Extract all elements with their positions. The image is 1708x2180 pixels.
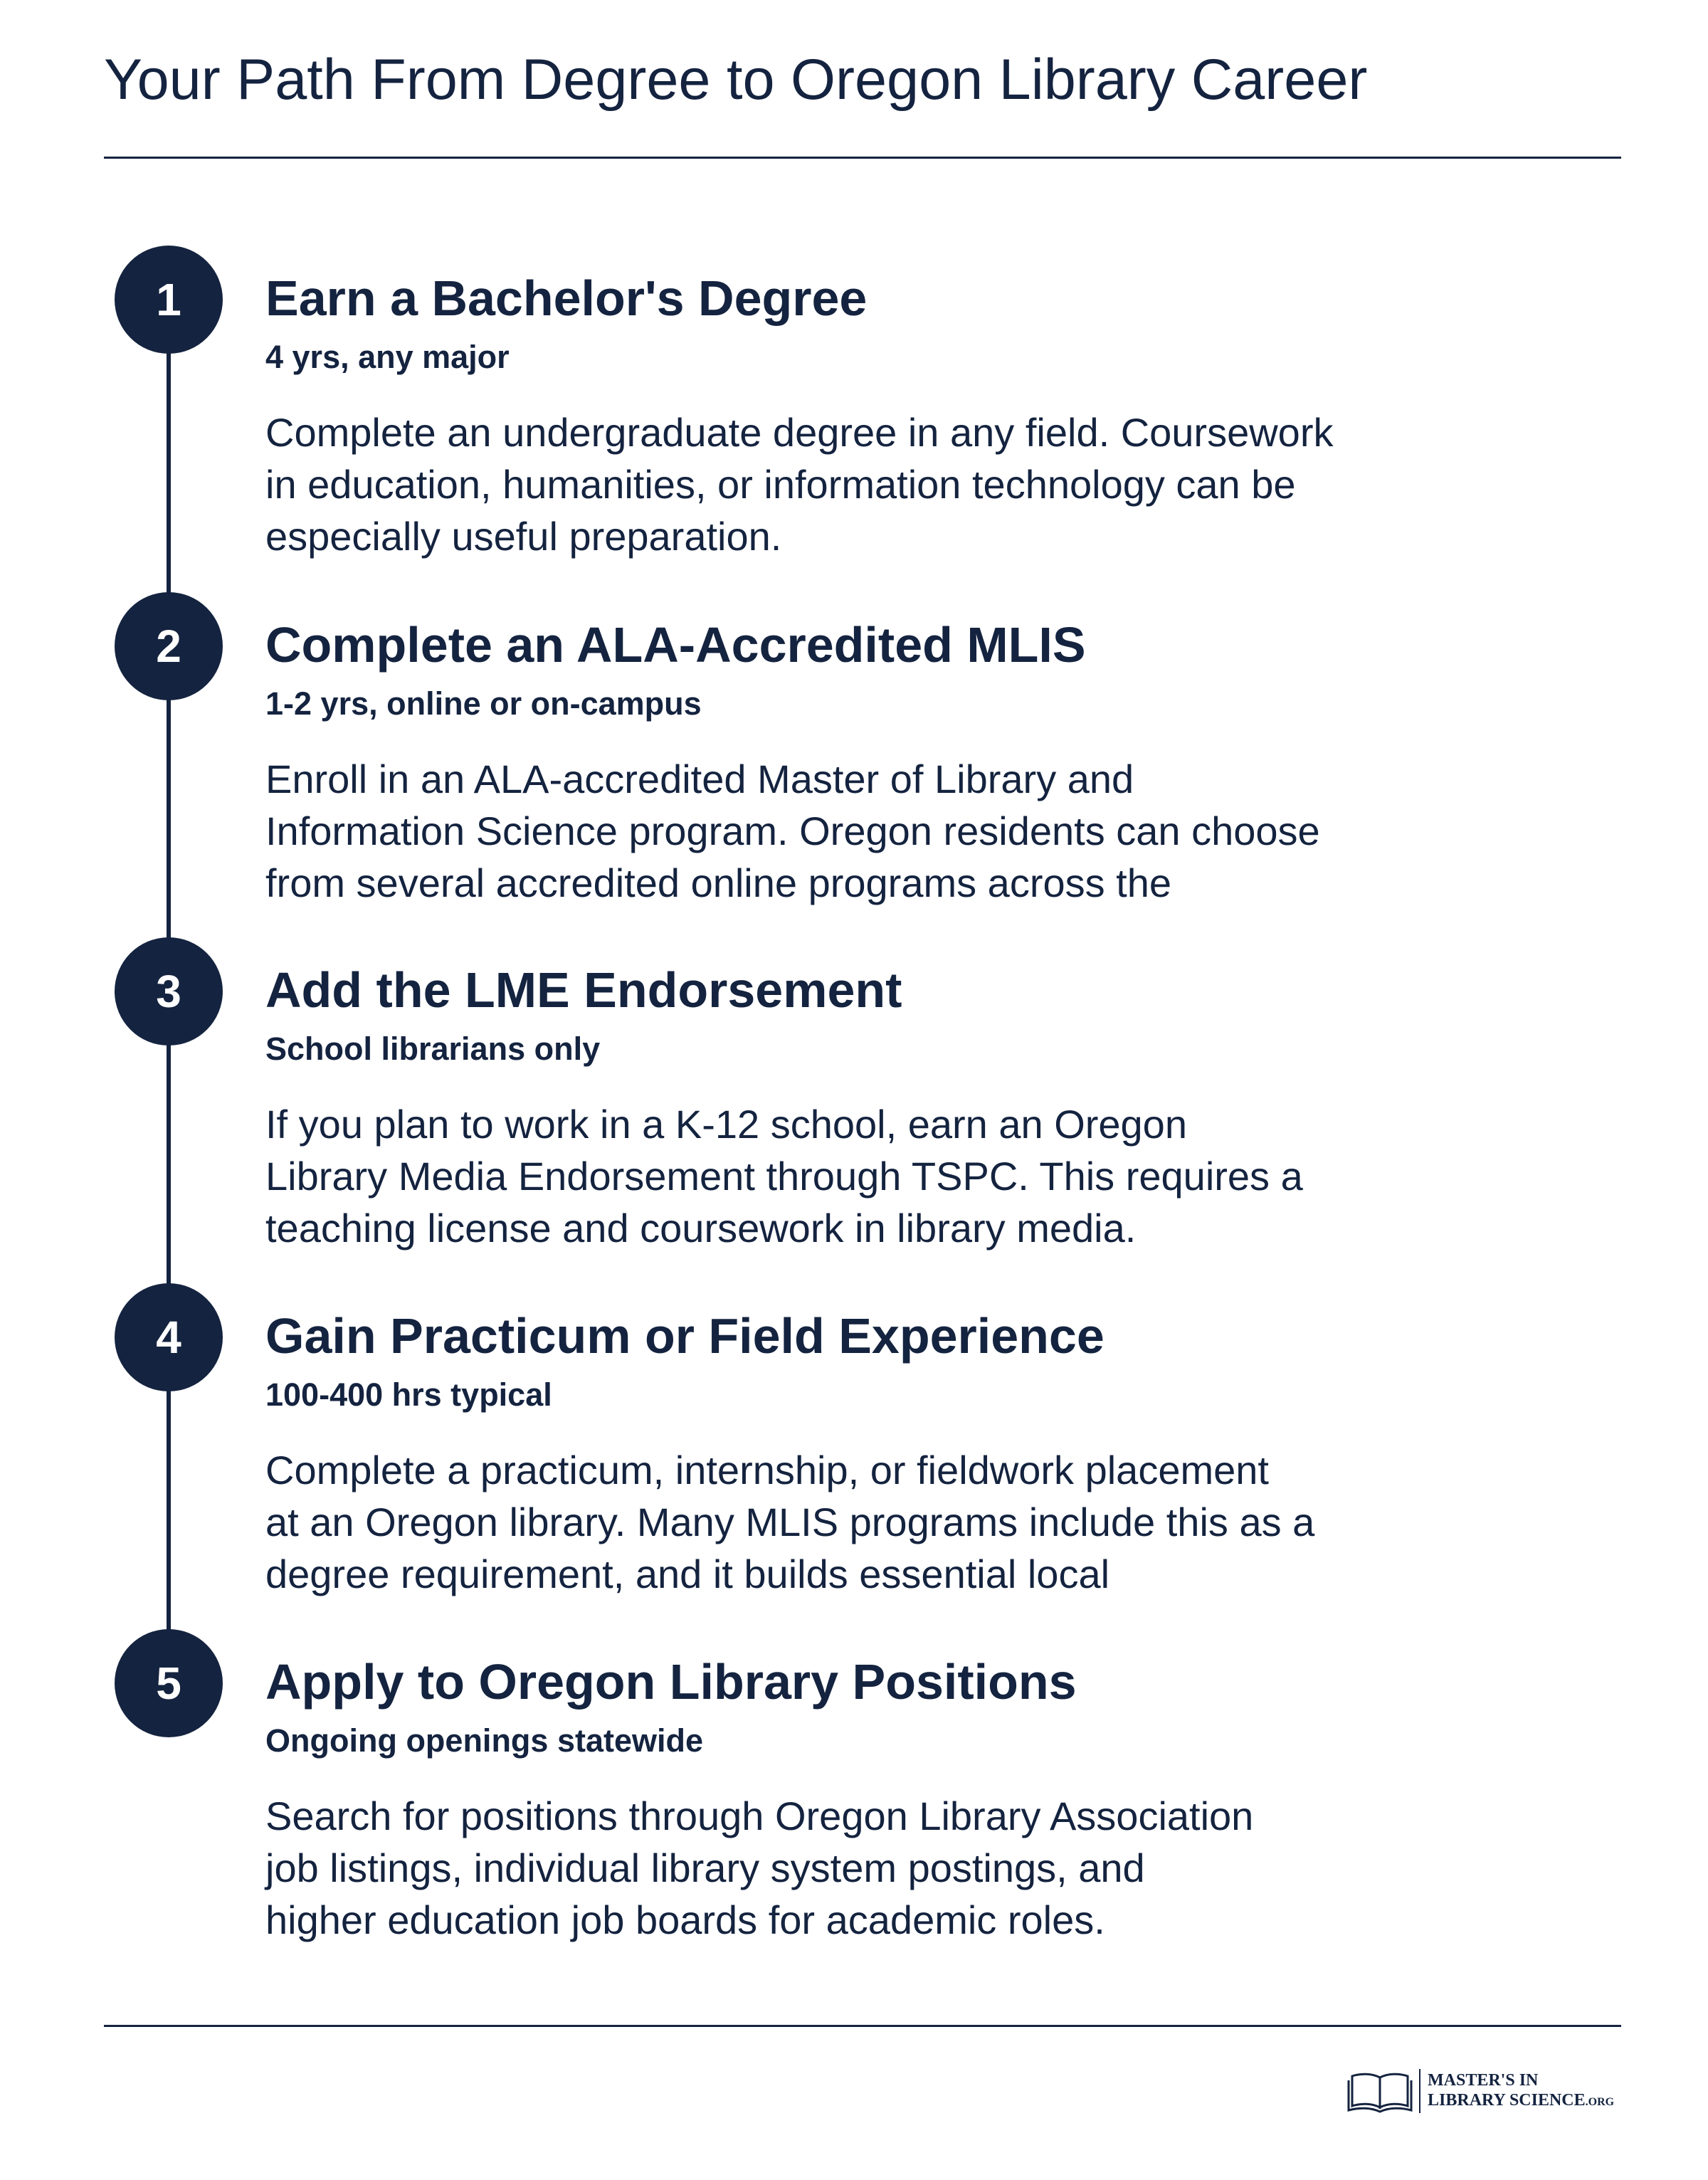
step-description: Complete a practicum, internship, or fieldwork placement at an Oregon library. Many MLIS programs include this as a degree requirement, and it builds essential local [265,1448,1315,1596]
logo-line-1: MASTER'S IN [1428,2070,1539,2090]
step-title: Apply to Oregon Library Positions [265,1654,1077,1710]
step-title: Gain Practicum or Field Experience [265,1308,1105,1364]
step-number-badge: 4 [115,1283,223,1391]
step-description: Search for positions through Oregon Library Association job listings, individual library system postings, and higher education job boards for academic roles. [265,1794,1254,1942]
title-divider [104,157,1621,159]
logo-line-2-main: LIBRARY SCIENCE [1428,2090,1586,2110]
step-duration: 1-2 yrs, online or on-campus [265,685,702,722]
step-description: Complete an undergraduate degree in any field. Coursework in education, humanities, or information technology can be especially useful preparation. [265,410,1334,559]
step-number-badge: 5 [115,1629,223,1737]
step-description: Enroll in an ALA-accredited Master of Library and Information Science program. Oregon residents can choose from several accredited online programs across the [265,757,1320,905]
open-book-icon [1346,2069,1413,2113]
page-title: Your Path From Degree to Oregon Library Career [104,48,1368,112]
step-duration: School librarians only [265,1031,601,1067]
site-logo [1346,2066,1614,2116]
step-title: Earn a Bachelor's Degree [265,270,868,326]
logo-suffix: .ORG [1585,2095,1615,2108]
step-title: Complete an ALA-Accredited MLIS [265,617,1086,673]
step-number-badge: 3 [115,937,223,1046]
footer-divider [104,2025,1621,2027]
step-duration: 100-400 hrs typical [265,1376,552,1413]
logo-line-2 [1428,2090,1614,2112]
step-number-badge: 1 [115,246,223,354]
logo-wordmark [1428,2070,1614,2112]
step-description: If you plan to work in a K-12 school, earn an Oregon Library Media Endorsement through TSPC. This requires a teaching license and coursework in library media. [265,1102,1303,1250]
logo-divider [1419,2069,1420,2113]
step-duration: Ongoing openings statewide [265,1722,704,1759]
step-number-badge: 2 [115,592,223,700]
step-duration: 4 yrs, any major [265,339,510,375]
step-title: Add the LME Endorsement [265,962,902,1018]
